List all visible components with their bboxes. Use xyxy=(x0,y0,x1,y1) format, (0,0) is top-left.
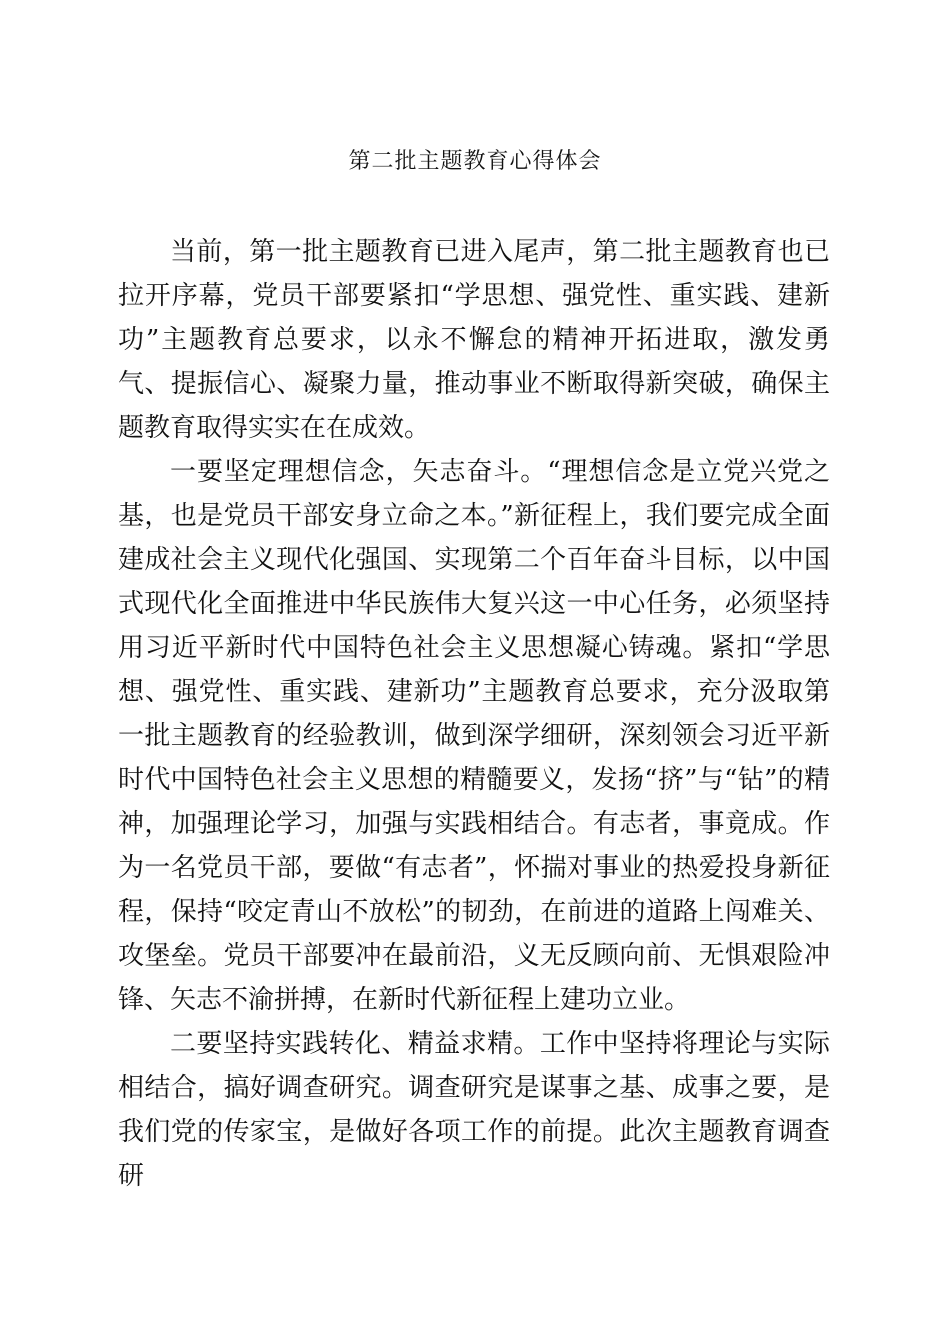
paragraph-point-one: 一要坚定理想信念，矢志奋斗。“理想信念是立党兴党之基，也是党员干部安身立命之本。”新征程上，我们要完成全面建成社会主义现代化强国、实现第二个百年奋斗目标，以中国式现代化全面推进中华民族伟大复兴这一中心任务，必须坚持用习近平新时代中国特色社会主义思想凝心铸魂。紧扣“学思想、强党性、重实践、建新功”主题教育总要求，充分汲取第一批主题教育的经验教训，做到深学细研，深刻领会习近平新时代中国特色社会主义思想的精髓要义，发扬“挤”与“钻”的精神，加强理论学习，加强与实践相结合。有志者，事竟成。作为一名党员干部，要做“有志者”，怀揣对事业的热爱投身新征程，保持“咬定青山不放松”的韧劲，在前进的道路上闯难关、攻堡垒。党员干部要冲在最前沿，义无反顾向前、无惧艰险冲锋、矢志不渝拼搏，在新时代新征程上建功立业。 xyxy=(118,457,830,1015)
paragraph-intro: 当前，第一批主题教育已进入尾声，第二批主题教育也已拉开序幕，党员干部要紧扣“学思想、强党性、重实践、建新功”主题教育总要求，以永不懈怠的精神开拓进取，激发勇气、提振信心、凝聚力量，推动事业不断取得新突破，确保主题教育取得实实在在成效。 xyxy=(118,237,830,443)
document-body xyxy=(118,230,830,1198)
paragraph-point-two: 二要坚持实践转化、精益求精。工作中坚持将理论与实际相结合，搞好调查研究。调查研究是谋事之基、成事之要，是我们党的传家宝，是做好各项工作的前提。此次主题教育调查研 xyxy=(118,1029,830,1191)
document-title: 第二批主题教育心得体会 xyxy=(348,149,602,174)
